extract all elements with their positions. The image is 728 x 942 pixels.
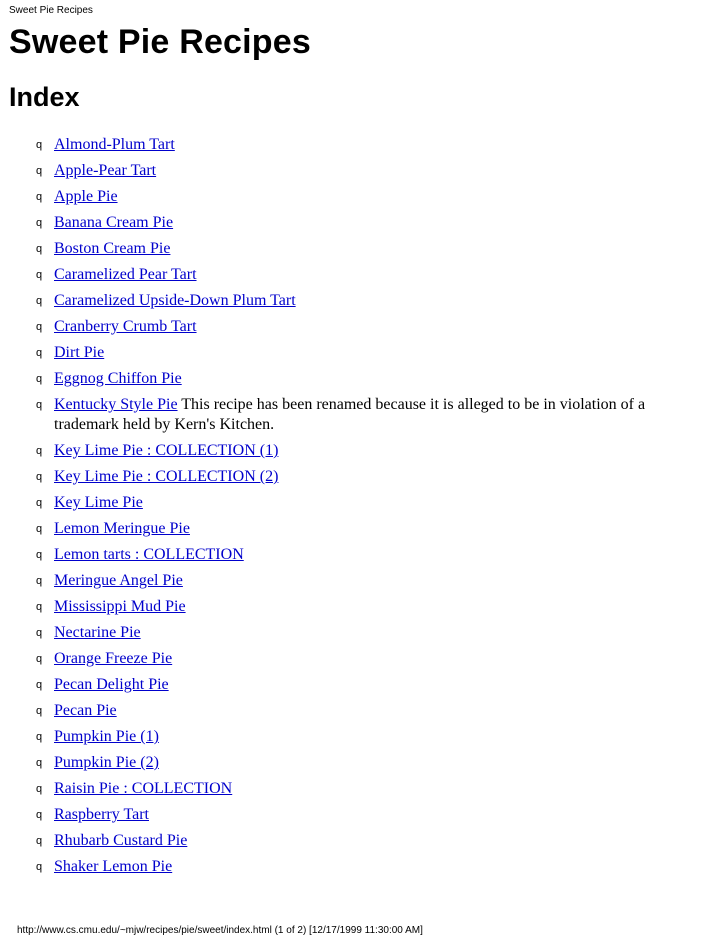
list-item bbox=[0, 698, 728, 724]
list-item bbox=[0, 646, 728, 672]
recipe-link[interactable]: Meringue Angel Pie bbox=[54, 572, 183, 589]
bullet-icon: q bbox=[36, 731, 43, 743]
list-item bbox=[0, 340, 728, 366]
bullet-icon: q bbox=[36, 321, 43, 333]
recipe-link[interactable]: Pecan Delight Pie bbox=[54, 676, 169, 693]
list-item bbox=[0, 568, 728, 594]
recipe-link[interactable]: Mississippi Mud Pie bbox=[54, 598, 186, 615]
list-item bbox=[0, 288, 728, 314]
recipe-link[interactable]: Key Lime Pie : COLLECTION (2) bbox=[54, 468, 279, 485]
running-footer: http://www.cs.cmu.edu/~mjw/recipes/pie/sweet/index.html (1 of 2) [12/17/1999 11:30:00 AM] bbox=[17, 925, 423, 936]
recipe-link[interactable]: Kentucky Style Pie bbox=[54, 396, 178, 413]
list-item bbox=[0, 516, 728, 542]
recipe-link[interactable]: Boston Cream Pie bbox=[54, 240, 171, 257]
bullet-icon: q bbox=[36, 497, 43, 509]
recipe-link[interactable]: Rhubarb Custard Pie bbox=[54, 832, 188, 849]
list-item bbox=[0, 490, 728, 516]
bullet-icon: q bbox=[36, 399, 43, 411]
bullet-icon: q bbox=[36, 347, 43, 359]
recipe-link[interactable]: Caramelized Pear Tart bbox=[54, 266, 197, 283]
recipe-link[interactable]: Lemon tarts : COLLECTION bbox=[54, 546, 244, 563]
bullet-icon: q bbox=[36, 809, 43, 821]
list-item bbox=[0, 132, 728, 158]
bullet-icon: q bbox=[36, 269, 43, 281]
list-item bbox=[0, 158, 728, 184]
bullet-icon: q bbox=[36, 295, 43, 307]
recipe-link[interactable]: Lemon Meringue Pie bbox=[54, 520, 190, 537]
list-item bbox=[0, 210, 728, 236]
bullet-icon: q bbox=[36, 575, 43, 587]
recipe-link[interactable]: Banana Cream Pie bbox=[54, 214, 174, 231]
bullet-icon: q bbox=[36, 445, 43, 457]
recipe-link[interactable]: Pumpkin Pie (2) bbox=[54, 754, 159, 771]
recipe-link[interactable]: Cranberry Crumb Tart bbox=[54, 318, 197, 335]
bullet-icon: q bbox=[36, 835, 43, 847]
page-title: Sweet Pie Recipes bbox=[9, 23, 311, 61]
recipe-link[interactable]: Apple Pie bbox=[54, 188, 118, 205]
bullet-icon: q bbox=[36, 627, 43, 639]
recipe-link[interactable]: Raspberry Tart bbox=[54, 806, 149, 823]
recipe-link[interactable]: Orange Freeze Pie bbox=[54, 650, 173, 667]
recipe-link[interactable]: Pumpkin Pie (1) bbox=[54, 728, 159, 745]
bullet-icon: q bbox=[36, 549, 43, 561]
bullet-icon: q bbox=[36, 243, 43, 255]
recipe-link[interactable]: Apple-Pear Tart bbox=[54, 162, 157, 179]
recipe-link[interactable]: Almond-Plum Tart bbox=[54, 136, 175, 153]
bullet-icon: q bbox=[36, 705, 43, 717]
list-item bbox=[0, 542, 728, 568]
list-item bbox=[0, 594, 728, 620]
list-item bbox=[0, 776, 728, 802]
list-item bbox=[0, 392, 728, 438]
list-item bbox=[0, 314, 728, 340]
list-item bbox=[0, 724, 728, 750]
recipe-note: This recipe has been renamed because it is alleged to be in violation of a trademark held by Kern's Kitchen. bbox=[54, 396, 646, 433]
recipe-link[interactable]: Shaker Lemon Pie bbox=[54, 858, 173, 875]
bullet-icon: q bbox=[36, 373, 43, 385]
bullet-icon: q bbox=[36, 139, 43, 151]
list-item bbox=[0, 236, 728, 262]
recipe-link[interactable]: Dirt Pie bbox=[54, 344, 105, 361]
bullet-icon: q bbox=[36, 679, 43, 691]
recipe-index-list bbox=[0, 132, 728, 880]
section-title-index: Index bbox=[9, 82, 80, 112]
bullet-icon: q bbox=[36, 471, 43, 483]
bullet-icon: q bbox=[36, 523, 43, 535]
list-item bbox=[0, 854, 728, 880]
bullet-icon: q bbox=[36, 783, 43, 795]
list-item bbox=[0, 184, 728, 210]
recipe-link[interactable]: Caramelized Upside-Down Plum Tart bbox=[54, 292, 296, 309]
list-item bbox=[0, 464, 728, 490]
bullet-icon: q bbox=[36, 217, 43, 229]
list-item bbox=[0, 828, 728, 854]
bullet-icon: q bbox=[36, 191, 43, 203]
recipe-link[interactable]: Eggnog Chiffon Pie bbox=[54, 370, 182, 387]
list-item bbox=[0, 802, 728, 828]
list-item bbox=[0, 672, 728, 698]
recipe-link[interactable]: Pecan Pie bbox=[54, 702, 117, 719]
recipe-link[interactable]: Key Lime Pie : COLLECTION (1) bbox=[54, 442, 279, 459]
bullet-icon: q bbox=[36, 601, 43, 613]
list-item bbox=[0, 438, 728, 464]
recipe-link[interactable]: Raisin Pie : COLLECTION bbox=[54, 780, 233, 797]
recipe-link[interactable]: Key Lime Pie bbox=[54, 494, 143, 511]
bullet-icon: q bbox=[36, 757, 43, 769]
bullet-icon: q bbox=[36, 653, 43, 665]
bullet-icon: q bbox=[36, 165, 43, 177]
bullet-icon: q bbox=[36, 861, 43, 873]
recipe-link[interactable]: Nectarine Pie bbox=[54, 624, 141, 641]
list-item bbox=[0, 262, 728, 288]
list-item bbox=[0, 366, 728, 392]
list-item bbox=[0, 620, 728, 646]
list-item bbox=[0, 750, 728, 776]
running-header: Sweet Pie Recipes bbox=[9, 5, 93, 16]
